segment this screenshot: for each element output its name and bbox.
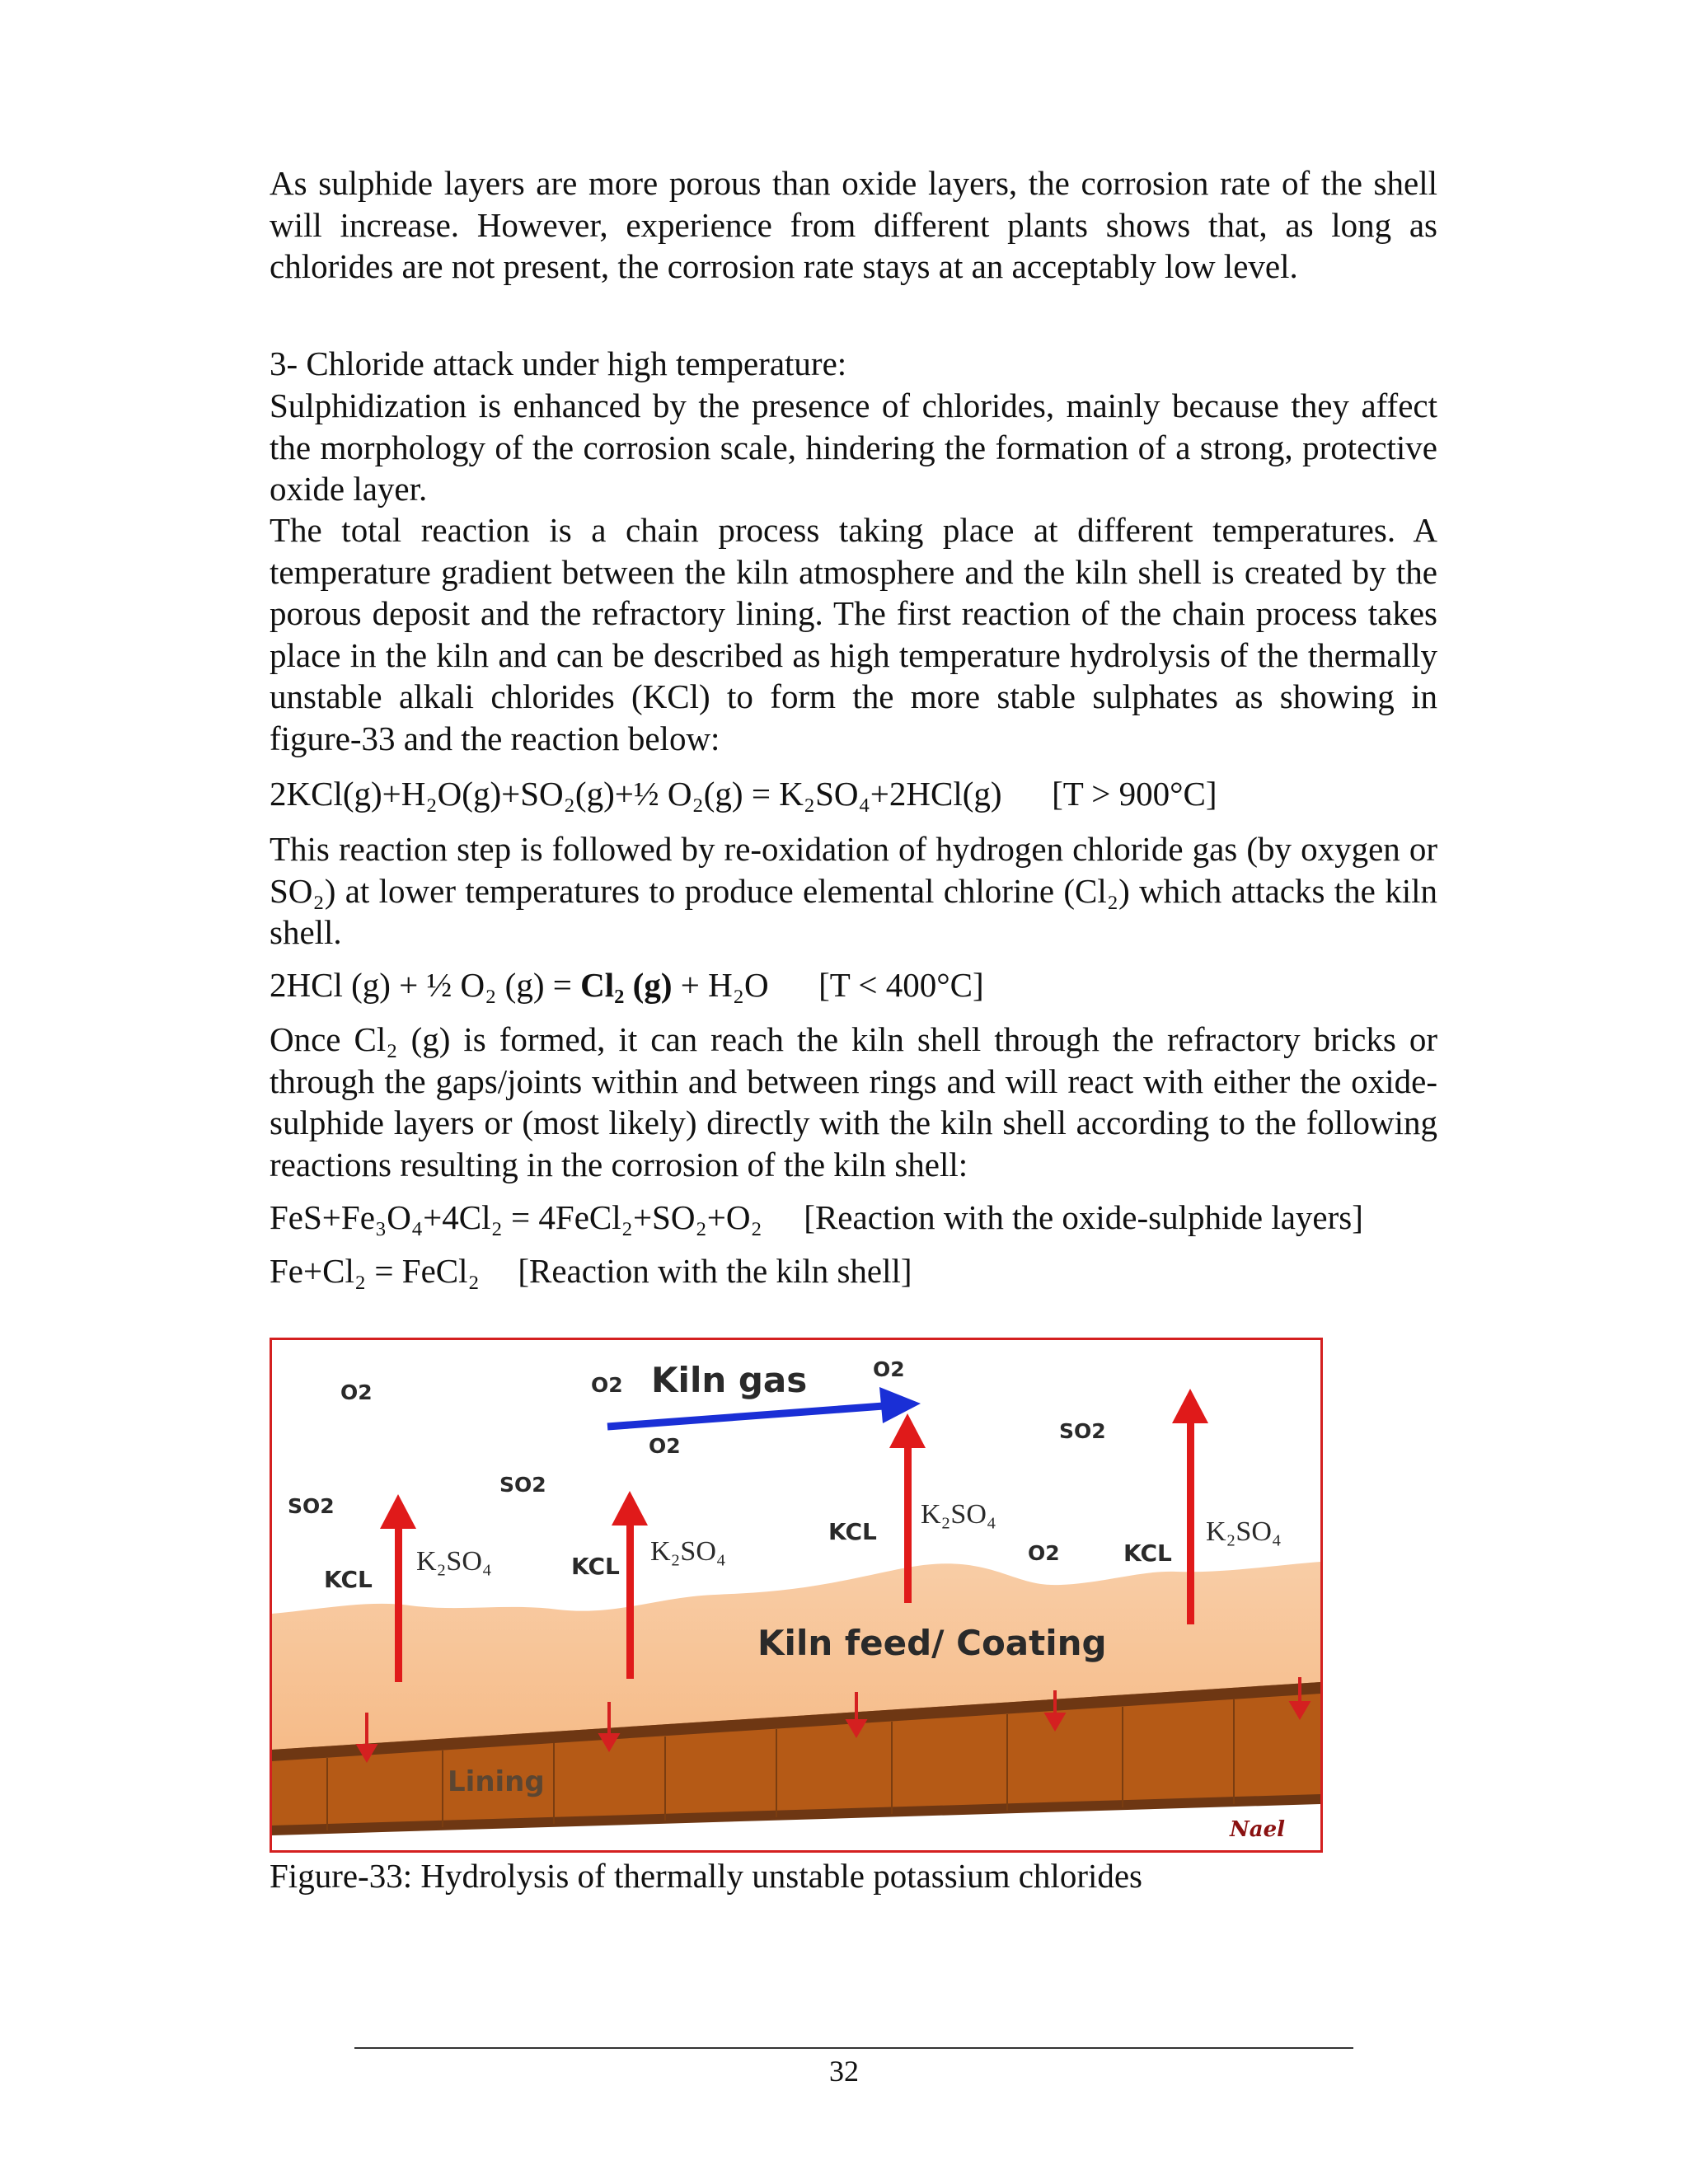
label-kcl: KCL [571,1553,620,1580]
equation-oxide-sulphide [270,1197,1506,1238]
footer-rule [354,2047,1353,2049]
equation-lhs: FeS+Fe₃O₄+4Cl₂ [270,1198,503,1236]
equation-product-chlorine: Cl₂ (g) [580,966,673,1004]
equation-hydrolysis [270,773,1506,814]
label-kcl: KCL [1123,1540,1172,1567]
section-heading-chloride-attack: 3- Chloride attack under high temperature: [270,344,847,382]
label-kcl: KCL [324,1566,373,1593]
equation-rhs: + H₂O [680,966,769,1004]
equation-kiln-shell [270,1250,1506,1291]
paragraph-reoxidation: This reaction step is followed by re-oxidation of hydrogen chloride gas (by oxygen or SO₂) at lower temperatures to produce elemental chlorine (Cl₂) which attacks the kiln shell. [270,830,1437,951]
equals-sign: = [751,775,780,813]
label-o2: O2 [649,1434,681,1458]
figure-kiln-diagram [270,1338,1323,1853]
label-o2: O2 [591,1373,623,1397]
equation-rhs: 4FeCl₂+SO₂+O₂ [538,1198,762,1236]
equals-sign: = [374,1252,402,1290]
label-kiln-gas: Kiln gas [651,1360,808,1400]
label-o2: O2 [1028,1541,1060,1565]
equation-lhs: Fe+Cl₂ [270,1252,367,1290]
figure-caption: Figure-33: Hydrolysis of thermally unstable potassium chlorides [270,1857,1143,1895]
equation-rhs: FeCl₂ [401,1252,480,1290]
label-k2so4: K₂SO₄ [650,1536,726,1567]
equation-condition: [T > 900°C] [1052,775,1217,813]
label-k2so4: K₂SO₄ [416,1546,492,1577]
equation-rhs: K₂SO₄+2HCl(g) [779,775,1002,813]
label-o2: O2 [340,1380,373,1404]
label-kcl: KCL [828,1518,877,1545]
equation-note: [Reaction with the kiln shell] [518,1252,912,1290]
equation-lhs: 2KCl(g)+H₂O(g)+SO₂(g)+½ O₂(g) [270,775,743,813]
paragraph-sulphidization: Sulphidization is enhanced by the presence of chlorides, mainly because they affect the morphology of the corrosion scale, hindering the formation of a strong, protective oxide layer. [270,387,1437,508]
kiln-diagram-svg [270,1338,1323,1853]
label-k2so4: K₂SO₄ [921,1499,996,1530]
label-so2: SO2 [288,1494,335,1518]
equation-condition: [T < 400°C] [818,966,984,1004]
paragraph-chlorine-attack: Once Cl₂ (g) is formed, it can reach the kiln shell through the refractory bricks or through the gaps/joints within and between rings and will react with either the oxide-sulphide layers or (most likely) directly with the kiln shell according to the following reactions resulting in the corrosion of the kiln shell: [270,1020,1437,1183]
label-lining: Lining [448,1765,545,1798]
equals-sign: = [552,966,581,1004]
label-o2: O2 [873,1357,905,1381]
equation-lhs: 2HCl (g) + ½ O₂ (g) [270,966,545,1004]
paragraph-sulphide-layers: As sulphide layers are more porous than oxide layers, the corrosion rate of the shell will increase. However, experience from different plants shows that, as long as chlorides are not present, the corrosion rate stays at an acceptably low level. [270,164,1437,285]
equation-reoxidation [270,964,1506,1005]
paragraph-chain-process: The total reaction is a chain process taking place at different temperatures. A temperature gradient between the kiln atmosphere and the kiln shell is created by the porous deposit and the refractory lining. The first reaction of the chain process takes place in the kiln and can be described as high temperature hydrolysis of the thermally unstable alkali chlorides (KCl) to form the more stable sulphates as showing in figure-33 and the reaction below: [270,511,1437,757]
signature-nael: Nael [1230,1817,1286,1842]
label-so2: SO2 [1059,1419,1106,1443]
page-number: 32 [829,2055,859,2088]
equation-note: [Reaction with the oxide-sulphide layers] [804,1198,1363,1236]
label-so2: SO2 [499,1473,546,1497]
label-k2so4: K₂SO₄ [1206,1516,1282,1547]
equals-sign: = [511,1198,539,1236]
label-kiln-feed: Kiln feed/ Coating [757,1623,1107,1663]
